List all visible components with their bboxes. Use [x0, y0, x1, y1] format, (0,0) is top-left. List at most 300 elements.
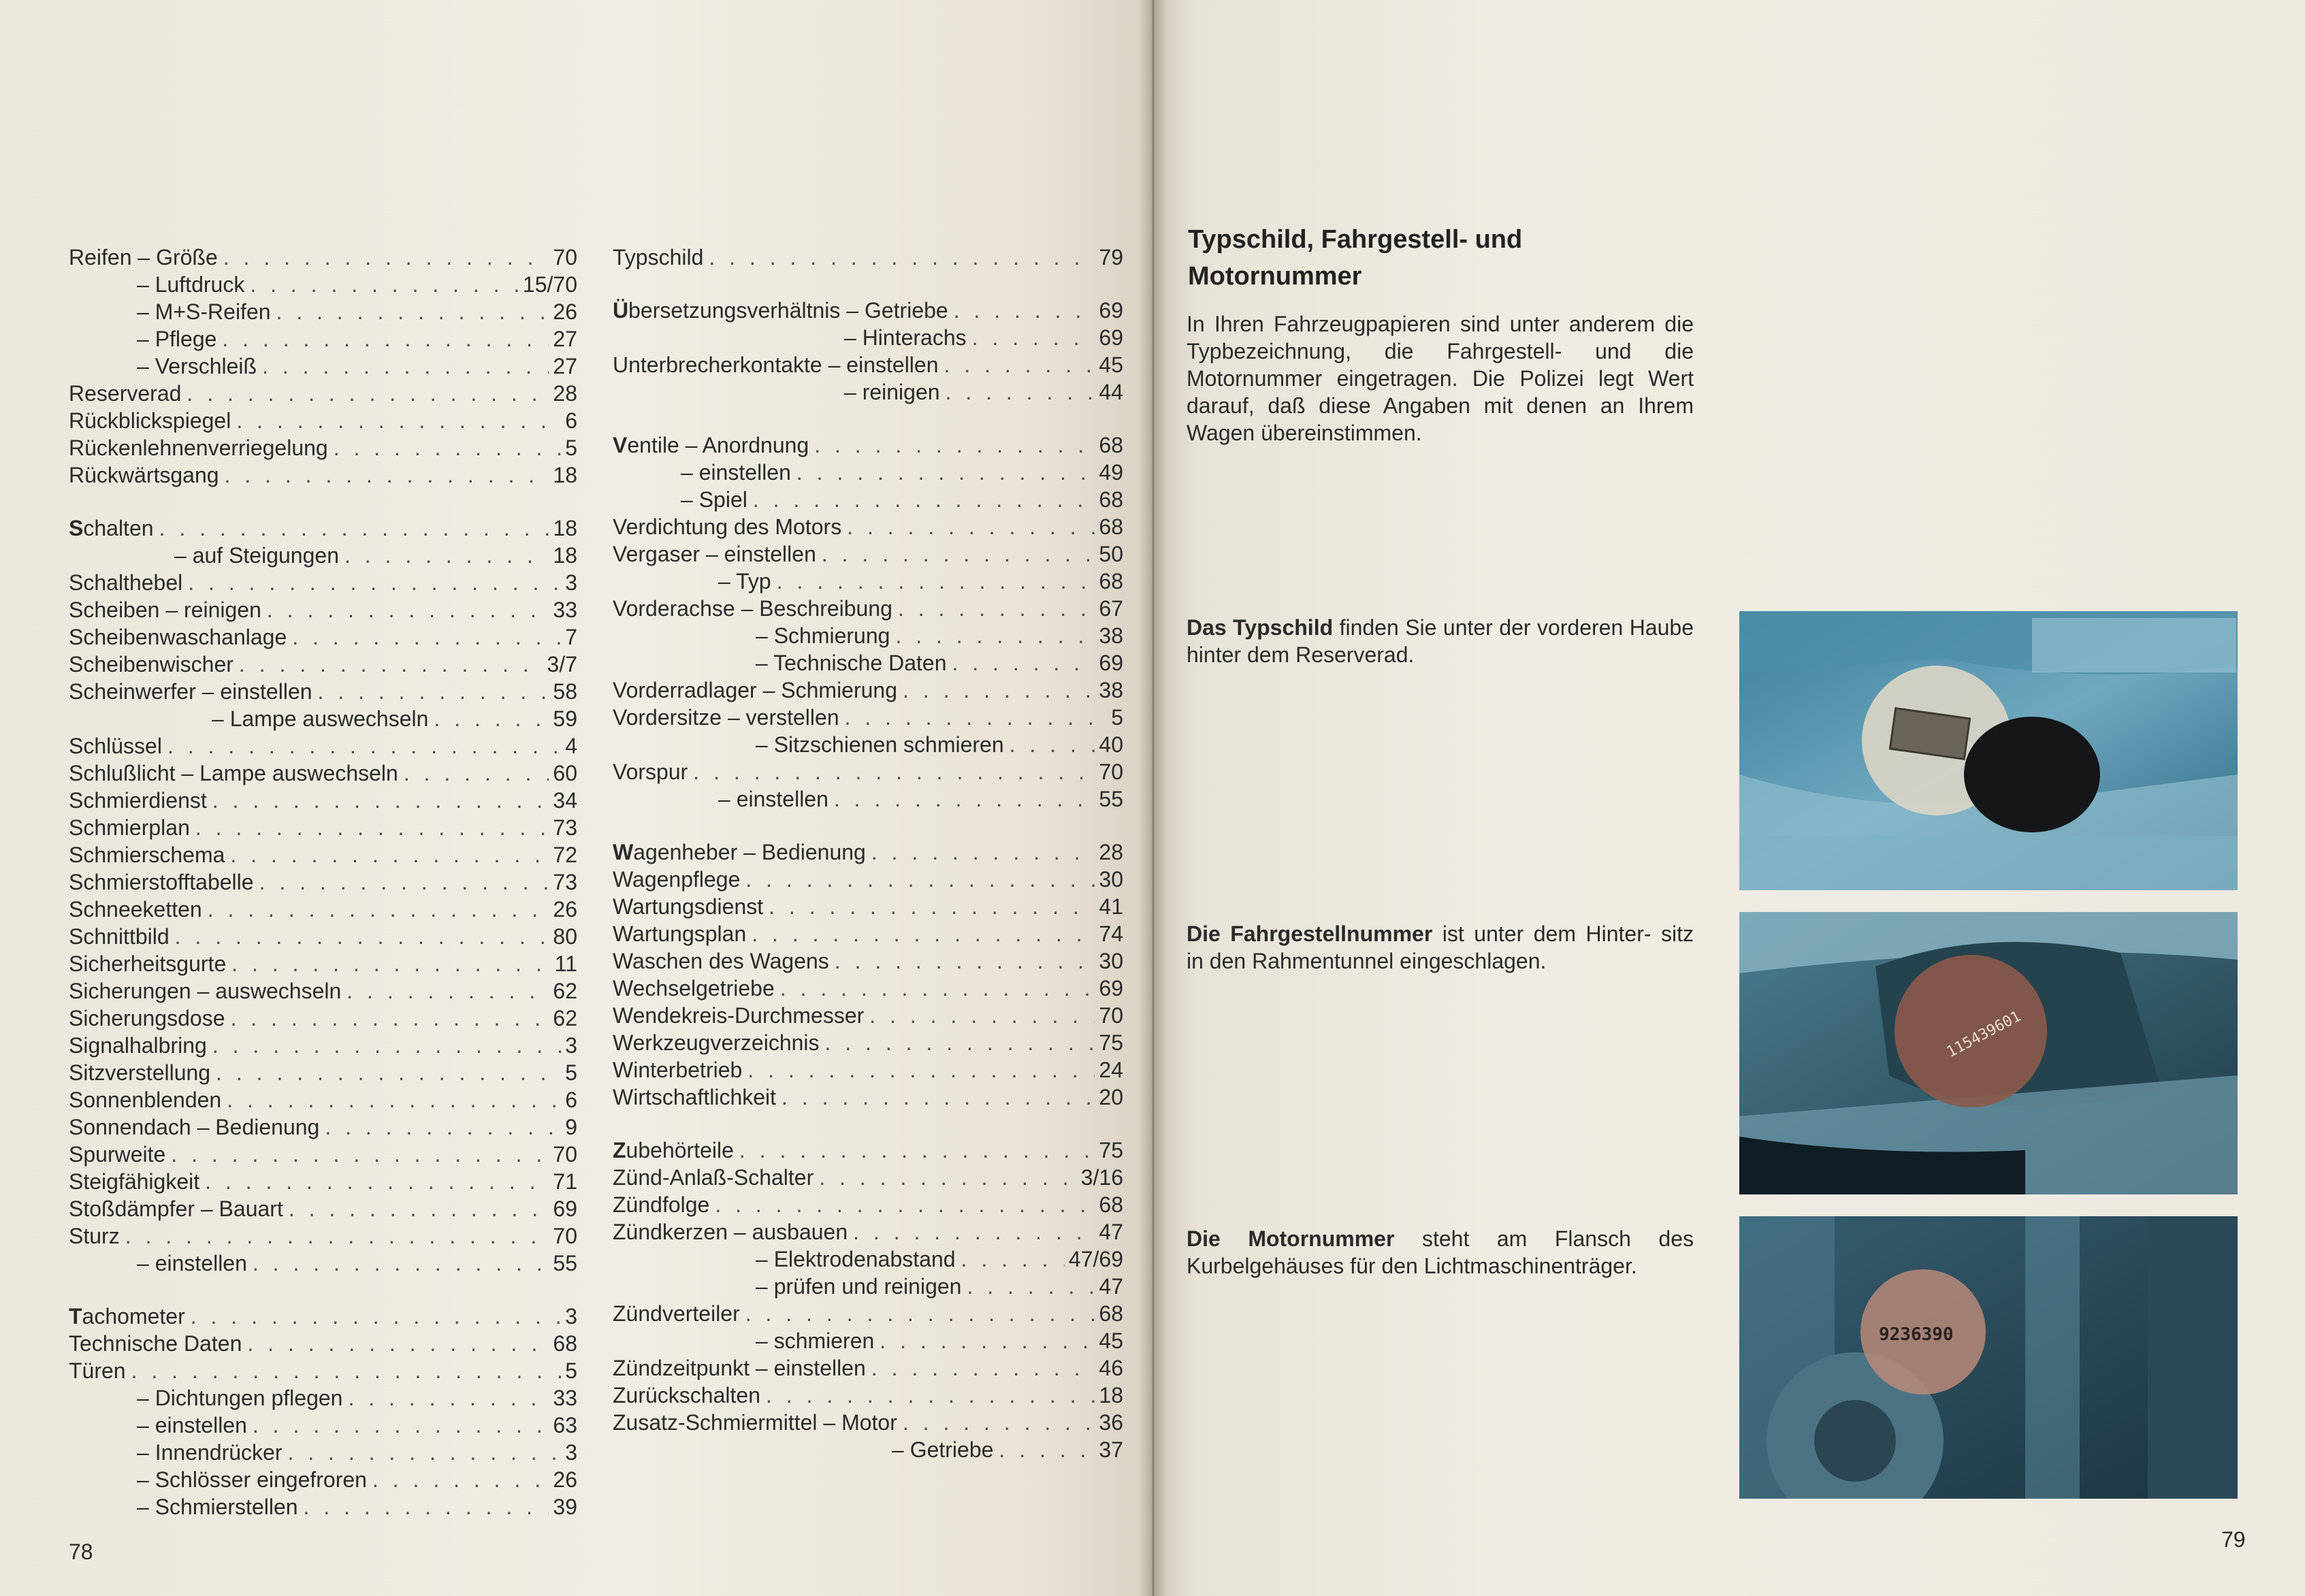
index-entry: [613, 1354, 1123, 1382]
index-term: Rückwärtsgang: [69, 463, 219, 487]
index-term: Schmierdienst: [69, 788, 207, 813]
index-entry: [613, 1327, 1123, 1354]
index-page-number: 28: [553, 381, 577, 406]
index-page-number: 70: [1099, 760, 1123, 784]
index-entry: [69, 434, 577, 461]
left-page-number: 78: [69, 1540, 93, 1564]
index-entry: [69, 325, 577, 353]
chassis-text: ist unter dem Hinter- sitz in den Rahmentunnel eingeschlagen.: [1187, 922, 1694, 973]
leader-dots: [346, 977, 549, 1005]
leader-dots: [216, 1059, 561, 1086]
leader-dots: [125, 1222, 549, 1250]
leader-dots: [287, 1439, 561, 1466]
leader-dots: [944, 351, 1095, 378]
leader-dots: [1010, 731, 1095, 758]
index-term: – M+S-Reifen: [137, 299, 271, 324]
leader-dots: [709, 244, 1095, 271]
index-entry: [69, 1195, 577, 1222]
index-page-number: 50: [1099, 542, 1123, 566]
leader-dots: [766, 1382, 1095, 1409]
leader-dots: [212, 787, 549, 814]
index-entry: [613, 704, 1123, 731]
index-term: Stoßdämpfer – Bauart: [69, 1196, 283, 1221]
index-page-number: 18: [1099, 1383, 1123, 1407]
index-entry: [69, 353, 577, 380]
leader-dots: [845, 704, 1108, 731]
leader-dots: [777, 568, 1095, 595]
index-term: Scheibenwischer: [69, 652, 233, 677]
index-page-number: 18: [553, 463, 577, 487]
leader-dots: [880, 1327, 1095, 1354]
book-gutter: [1138, 0, 1168, 1596]
leader-dots: [847, 513, 1095, 540]
index-term: Zünd-Anlaß-Schalter: [613, 1165, 814, 1190]
chassis-paragraph: [1187, 920, 1694, 975]
index-entry: [69, 298, 577, 325]
index-term: Winterbetrieb: [613, 1058, 743, 1082]
leader-dots: [175, 923, 549, 950]
engine-text: steht am Flansch des Kurbelgehäuses für den Lichtmaschinenträger.: [1187, 1226, 1694, 1278]
index-term: – einstellen: [137, 1413, 247, 1437]
index-page-number: 74: [1099, 922, 1123, 946]
index-entry: [69, 1059, 577, 1086]
leader-dots: [834, 785, 1095, 813]
index-page-number: 58: [553, 679, 577, 704]
index-entry: [69, 461, 577, 489]
index-entry: [69, 1250, 577, 1277]
index-page-number: 36: [1099, 1410, 1123, 1435]
index-page-number: 73: [553, 815, 577, 840]
index-term: – Hinterachs: [844, 325, 967, 350]
index-entry: [69, 1141, 577, 1168]
index-entry: [69, 515, 577, 542]
index-page-number: 24: [1099, 1058, 1123, 1082]
index-page-number: 45: [1099, 353, 1123, 377]
index-entry: [613, 975, 1123, 1002]
index-page-number: 15/70: [522, 272, 577, 297]
leader-dots: [819, 1164, 1076, 1191]
leader-dots: [954, 297, 1095, 324]
typeplate-photo: [1739, 611, 2238, 890]
index-page-number: 68: [553, 1331, 577, 1356]
leader-dots: [871, 1354, 1095, 1382]
index-entry: [69, 1303, 577, 1330]
typeplate-text: finden Sie unter der vorderen Haube hinter dem Reserverad.: [1187, 615, 1694, 667]
index-term: Vordersitze – verstellen: [613, 705, 839, 730]
leader-dots: [131, 1357, 562, 1384]
index-term: Zusatz-Schmiermittel – Motor: [613, 1410, 897, 1435]
index-page-number: 39: [553, 1495, 577, 1519]
index-entry: [69, 651, 577, 678]
index-page-number: 62: [553, 979, 577, 1003]
index-entry: [613, 324, 1123, 351]
index-entry: [613, 785, 1123, 813]
intro-paragraph: In Ihren Fahrzeugpapieren sind unter anderem die Typbezeichnung, die Fahrgestell- und die Motornummer eingetragen. Die Polizei legt Wert darauf, daß diese Angaben mit denen an Ihrem Wagen übereinstimmen.: [1187, 312, 1694, 445]
index-entry: [613, 351, 1123, 378]
index-term: – Pflege: [137, 327, 217, 351]
index-entry: [613, 1409, 1123, 1436]
leader-dots: [231, 950, 551, 977]
index-entry: [613, 1300, 1123, 1327]
leader-dots: [871, 838, 1095, 866]
leader-dots: [781, 1084, 1095, 1111]
index-term: Wagenheber – Bedienung: [613, 840, 866, 864]
engine-label: Die Motornummer: [1187, 1226, 1395, 1251]
index-page-number: 46: [1099, 1356, 1123, 1380]
index-entry: [613, 1436, 1123, 1463]
index-entry: [613, 244, 1123, 271]
leader-dots: [227, 1086, 561, 1113]
index-term: Wendekreis-Durchmesser: [613, 1003, 865, 1028]
index-page-number: 4: [565, 734, 577, 758]
leader-dots: [253, 1250, 549, 1277]
index-term: Vorspur: [613, 760, 688, 784]
leader-dots: [825, 1029, 1095, 1056]
leader-dots: [434, 705, 549, 732]
index-term: Sonnenblenden: [69, 1088, 222, 1112]
leader-dots: [289, 1195, 549, 1222]
index-entry: [613, 1273, 1123, 1300]
index-term: Tachometer: [69, 1304, 185, 1329]
index-gap: [613, 1111, 1123, 1137]
index-term: – einstellen: [137, 1251, 247, 1275]
index-page-number: 3: [565, 1033, 577, 1058]
index-term: – Schmierstellen: [137, 1495, 298, 1519]
leader-dots: [225, 461, 549, 489]
index-gap: [69, 489, 577, 515]
leader-dots: [869, 1002, 1095, 1029]
index-term: Waschen des Wagens: [613, 949, 829, 973]
index-page-number: 3: [565, 570, 577, 595]
index-page-number: 49: [1099, 460, 1123, 485]
index-term: Schalten: [69, 516, 154, 540]
index-entry: [613, 731, 1123, 758]
index-term: Wagenpflege: [613, 867, 741, 892]
index-term: Reserverad: [69, 381, 182, 406]
index-page-number: 69: [553, 1196, 577, 1221]
index-page-number: 18: [553, 516, 577, 540]
index-column-2: [613, 244, 1123, 1463]
index-entry: [613, 1137, 1123, 1164]
index-term: – Spiel: [681, 487, 747, 512]
index-term: – schmieren: [756, 1329, 875, 1353]
index-page-number: 5: [565, 1358, 577, 1383]
engine-number-stamp: 9236390: [1879, 1324, 1954, 1345]
leader-dots: [325, 1113, 561, 1141]
leader-dots: [212, 1032, 561, 1059]
index-term: Zündfolge: [613, 1192, 710, 1217]
leader-dots: [187, 380, 549, 407]
index-term: Scheinwerfer – einstellen: [69, 679, 312, 704]
index-term: Steigfähigkeit: [69, 1169, 200, 1194]
index-gap: [613, 406, 1123, 431]
leader-dots: [715, 1191, 1095, 1218]
index-page-number: 18: [553, 543, 577, 568]
leader-dots: [814, 431, 1095, 459]
index-page-number: 72: [553, 843, 577, 867]
index-term: Schneeketten: [69, 897, 202, 922]
index-entry: [69, 244, 577, 271]
engine-paragraph: [1187, 1225, 1694, 1280]
index-entry: [613, 920, 1123, 947]
index-entry: [613, 1245, 1123, 1273]
leader-dots: [693, 758, 1095, 785]
index-entry: [613, 838, 1123, 866]
leader-dots: [236, 407, 561, 434]
leader-dots: [222, 325, 549, 353]
index-page-number: 11: [554, 951, 577, 976]
index-term: Zurückschalten: [613, 1383, 760, 1407]
index-entry: [69, 271, 577, 298]
index-page-number: 67: [1099, 596, 1123, 621]
index-term: Scheiben – reinigen: [69, 598, 261, 622]
index-page-number: 5: [565, 1060, 577, 1085]
index-page-number: 55: [553, 1251, 577, 1275]
index-entry: [69, 1032, 577, 1059]
index-entry: [613, 1002, 1123, 1029]
index-entry: [69, 1168, 577, 1195]
index-entry: [69, 1412, 577, 1439]
leader-dots: [769, 893, 1095, 920]
index-entry: [613, 758, 1123, 785]
index-page-number: 30: [1099, 949, 1123, 973]
leader-dots: [946, 378, 1095, 406]
index-page-number: 55: [1099, 787, 1123, 811]
index-entry: [613, 540, 1123, 568]
index-term: Schmierplan: [69, 815, 190, 840]
index-term: Unterbrecherkontakte – einstellen: [613, 353, 939, 377]
leader-dots: [903, 677, 1095, 704]
index-term: – Luftdruck: [137, 272, 245, 297]
index-term: Wechselgetriebe: [613, 976, 775, 1000]
leader-dots: [999, 1436, 1095, 1463]
leader-dots: [230, 841, 549, 868]
index-entry: [69, 1357, 577, 1384]
index-term: Wirtschaftlichkeit: [613, 1085, 777, 1109]
index-term: – einstellen: [718, 787, 828, 811]
index-entry: [69, 950, 577, 977]
index-page-number: 26: [553, 897, 577, 922]
leader-dots: [903, 1409, 1095, 1436]
leader-dots: [747, 1056, 1095, 1084]
index-entry: [69, 923, 577, 950]
index-gap: [613, 813, 1123, 838]
index-page-number: 68: [1099, 1301, 1123, 1326]
index-term: Vorderradlager – Schmierung: [613, 678, 898, 702]
leader-dots: [745, 1300, 1095, 1327]
index-page-number: 20: [1099, 1085, 1123, 1109]
index-entry: [69, 868, 577, 896]
index-page-number: 69: [1099, 298, 1123, 323]
leader-dots: [348, 1384, 549, 1412]
index-term: Sicherungsdose: [69, 1006, 225, 1030]
index-entry: [69, 1439, 577, 1466]
index-entry: [69, 732, 577, 760]
index-term: Zündkerzen – ausbauen: [613, 1220, 848, 1244]
index-entry: [69, 569, 577, 596]
leader-dots: [822, 540, 1095, 568]
leader-dots: [404, 760, 549, 787]
index-term: Scheibenwaschanlage: [69, 625, 287, 649]
leader-dots: [259, 868, 549, 896]
leader-dots: [344, 542, 549, 569]
index-entry: [69, 977, 577, 1005]
index-term: Wartungsplan: [613, 922, 747, 946]
index-page-number: 3/16: [1080, 1165, 1123, 1190]
index-entry: [613, 431, 1123, 459]
leader-dots: [898, 595, 1095, 622]
index-entry: [69, 1086, 577, 1113]
index-entry: [69, 1113, 577, 1141]
index-entry: [69, 596, 577, 623]
leader-dots: [372, 1466, 549, 1493]
index-page-number: 33: [553, 598, 577, 622]
index-entry: [613, 513, 1123, 540]
index-entry: [613, 595, 1123, 622]
heading-line-1: Typschild, Fahrgestell- und: [1188, 225, 1523, 254]
index-page-number: 60: [553, 761, 577, 785]
index-entry: [613, 1218, 1123, 1245]
chassis-number-stamp: 115439601: [1944, 1008, 2024, 1062]
leader-dots: [171, 1141, 549, 1168]
index-page-number: 71: [553, 1169, 577, 1194]
index-entry: [613, 1056, 1123, 1084]
index-term: Sonnendach – Bedienung: [69, 1115, 320, 1139]
index-page-number: 47: [1099, 1220, 1123, 1244]
index-term: – Elektrodenabstand: [756, 1247, 956, 1271]
index-page-number: 68: [1099, 487, 1123, 512]
index-entry: [69, 814, 577, 841]
index-page-number: 26: [553, 299, 577, 324]
index-page-number: 79: [1099, 245, 1123, 270]
index-term: Rückenlehnenverriegelung: [69, 436, 328, 460]
index-term: Ventile – Anordnung: [613, 433, 809, 457]
leader-dots: [208, 896, 549, 923]
index-entry: [69, 896, 577, 923]
index-entry: [613, 1191, 1123, 1218]
leader-dots: [247, 1330, 549, 1357]
index-entry: [613, 568, 1123, 595]
leader-dots: [334, 434, 562, 461]
index-term: Zündzeitpunkt – einstellen: [613, 1356, 866, 1380]
index-entry: [613, 459, 1123, 486]
index-term: Sturz: [69, 1224, 120, 1248]
index-page-number: 73: [553, 870, 577, 894]
index-page-number: 38: [1099, 678, 1123, 702]
leader-dots: [230, 1005, 549, 1032]
leader-dots: [267, 596, 549, 623]
index-entry: [613, 1084, 1123, 1111]
index-term: Verdichtung des Motors: [613, 515, 842, 539]
index-entry: [613, 297, 1123, 324]
index-term: – Schlösser eingefroren: [137, 1467, 367, 1492]
engine-number-photo: [1739, 1216, 2238, 1499]
index-page-number: 59: [553, 706, 577, 731]
index-entry: [613, 1382, 1123, 1409]
leader-dots: [276, 298, 549, 325]
index-page-number: 27: [553, 327, 577, 351]
index-term: Wartungsdienst: [613, 894, 764, 919]
index-page-number: 68: [1099, 1192, 1123, 1217]
index-page-number: 47: [1099, 1274, 1123, 1299]
index-page-number: 70: [553, 245, 577, 270]
index-page-number: 6: [565, 1088, 577, 1112]
typeplate-label: Das Typschild: [1187, 615, 1334, 640]
heading-line-2: Motornummer: [1188, 262, 1362, 291]
index-term: Rückblickspiegel: [69, 408, 231, 433]
index-gap: [613, 271, 1123, 297]
index-page-number: 7: [565, 625, 577, 649]
index-entry: [613, 1029, 1123, 1056]
index-page-number: 34: [553, 788, 577, 813]
chassis-label: Die Fahrgestellnummer: [1187, 922, 1433, 946]
index-entry: [613, 947, 1123, 975]
index-page-number: 70: [1099, 1003, 1123, 1028]
leader-dots: [796, 459, 1095, 486]
leader-dots: [159, 515, 549, 542]
index-page-number: 33: [553, 1386, 577, 1410]
leader-dots: [961, 1245, 1065, 1273]
index-column-1: [69, 244, 577, 1520]
index-term: – einstellen: [681, 460, 791, 485]
leader-dots: [167, 732, 561, 760]
index-page-number: 27: [553, 354, 577, 378]
leader-dots: [745, 866, 1095, 893]
leader-dots: [205, 1168, 549, 1195]
index-gap: [69, 1277, 577, 1303]
leader-dots: [195, 814, 549, 841]
index-page-number: 40: [1099, 732, 1123, 757]
index-term: – reinigen: [844, 380, 940, 404]
index-page-number: 37: [1099, 1437, 1123, 1462]
index-page-number: 38: [1099, 623, 1123, 648]
index-term: Schmierschema: [69, 843, 225, 867]
index-term: Signalhalbring: [69, 1033, 207, 1058]
index-page-number: 68: [1099, 433, 1123, 457]
index-entry: [69, 678, 577, 705]
index-page-number: 70: [553, 1224, 577, 1248]
index-page-number: 5: [1111, 705, 1123, 730]
leader-dots: [223, 244, 549, 271]
index-term: Zubehörteile: [613, 1138, 734, 1162]
leader-dots: [250, 271, 519, 298]
index-page-number: 69: [1099, 651, 1123, 675]
index-term: Reifen – Größe: [69, 245, 218, 270]
index-term: Vergaser – einstellen: [613, 542, 816, 566]
index-term: Sitzverstellung: [69, 1060, 211, 1085]
index-entry: [613, 622, 1123, 649]
index-page-number: 45: [1099, 1329, 1123, 1353]
index-page-number: 75: [1099, 1030, 1123, 1055]
index-entry: [613, 378, 1123, 406]
index-term: – Schmierung: [756, 623, 890, 648]
index-page-number: 68: [1099, 515, 1123, 539]
index-page-number: 6: [565, 408, 577, 433]
section-heading: [1188, 221, 1664, 295]
index-term: Türen: [69, 1358, 126, 1383]
index-entry: [69, 1466, 577, 1493]
index-entry: [69, 1493, 577, 1520]
index-page-number: 63: [553, 1413, 577, 1437]
leader-dots: [253, 1412, 549, 1439]
index-entry: [613, 486, 1123, 513]
index-term: – auf Steigungen: [174, 543, 339, 568]
index-page-number: 3: [565, 1440, 577, 1465]
index-entry: [613, 649, 1123, 677]
index-page-number: 5: [565, 436, 577, 460]
index-term: Vorderachse – Beschreibung: [613, 596, 892, 621]
index-page-number: 44: [1099, 380, 1123, 404]
